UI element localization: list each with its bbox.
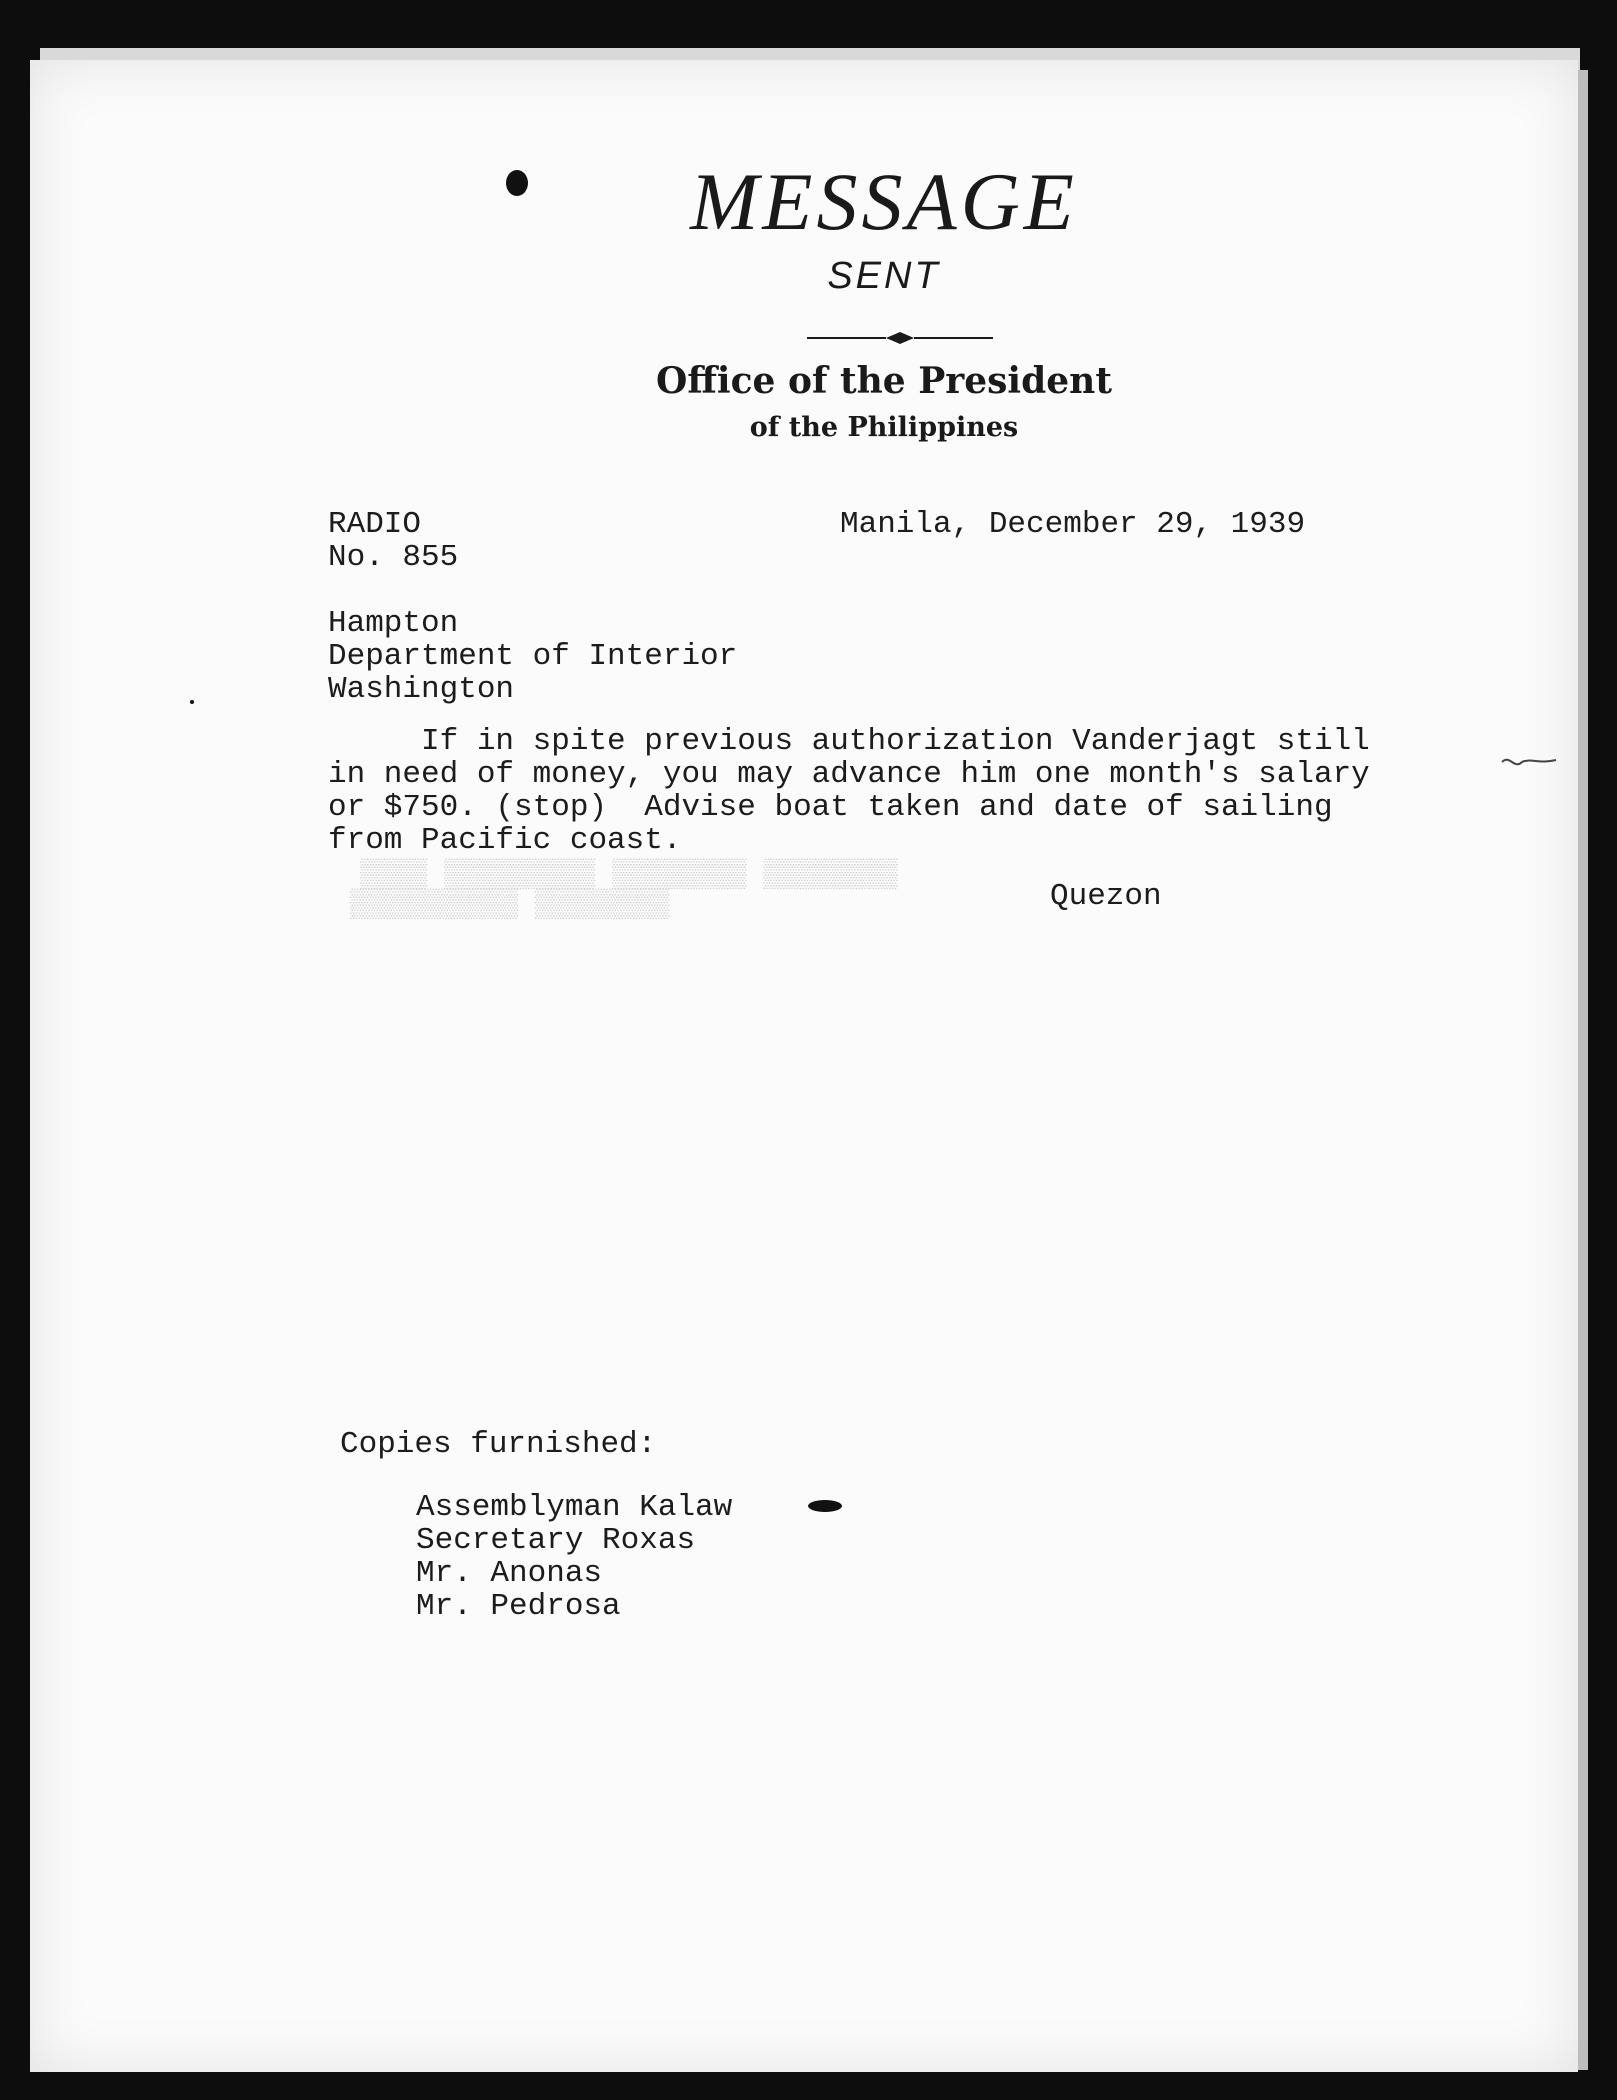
- copy-recipient: Assemblyman Kalaw: [416, 1490, 733, 1525]
- recipient-name: Hampton: [328, 606, 459, 641]
- copy-recipient: Secretary Roxas: [416, 1523, 696, 1558]
- copy-recipient: Mr. Anonas: [416, 1556, 603, 1591]
- recipient-city: Washington: [328, 672, 515, 707]
- message-number: No. 855: [328, 540, 459, 575]
- letterhead-office: Office of the President: [656, 360, 1112, 402]
- letterhead-country: of the Philippines: [749, 412, 1019, 443]
- place-date: Manila, December 29, 1939: [840, 507, 1306, 542]
- copies-heading: Copies furnished:: [340, 1427, 657, 1462]
- recipient-department: Department of Interior: [328, 639, 738, 674]
- letterhead-subtitle: SENT: [827, 255, 941, 297]
- letterhead-title: MESSAGE: [690, 156, 1078, 247]
- ink-speck: [190, 700, 194, 704]
- body-line: or $750. (stop) Advise boat taken and date of sailing: [328, 790, 1333, 825]
- ink-blot: [506, 170, 528, 196]
- show-through-smudge: ▒▒▒▒▒▒▒▒▒▒ ▒▒▒▒▒▒▒▒: [350, 890, 670, 921]
- message-sheet: [30, 60, 1578, 2072]
- ink-blot: [808, 1500, 842, 1512]
- body-line: in need of money, you may advance him one month's salary: [328, 757, 1370, 792]
- copy-recipient: Mr. Pedrosa: [416, 1589, 621, 1624]
- signature: Quezon: [1050, 879, 1162, 914]
- body-line: If in spite previous authorization Vanderjagt still: [328, 724, 1370, 759]
- divider-ornament-graphic: [110, 328, 1617, 348]
- show-through-smudge: ▒▒▒▒ ▒▒▒▒▒▒▒▒▒ ▒▒▒▒▒▒▒▒ ▒▒▒▒▒▒▒▒: [360, 860, 898, 891]
- pencil-mark: [1500, 750, 1560, 774]
- message-type: RADIO: [328, 507, 422, 542]
- body-line: from Pacific coast.: [328, 823, 682, 858]
- divider-ornament: [30, 328, 1578, 348]
